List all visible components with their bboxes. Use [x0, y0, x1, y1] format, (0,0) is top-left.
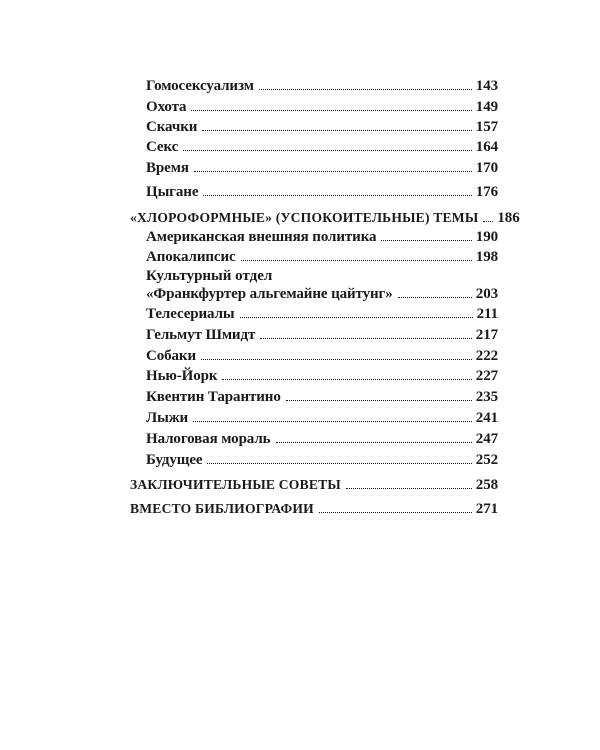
toc-entry-title: Квентин Тарантино	[146, 389, 281, 405]
toc-section-entry	[130, 209, 520, 227]
toc-leader-dots	[194, 171, 472, 172]
toc-entry-page: 143	[475, 78, 498, 94]
toc-entry-page: 258	[475, 477, 498, 493]
toc-entry-title: Гельмут Шмидт	[146, 327, 256, 343]
toc-leader-dots	[191, 110, 471, 111]
toc-leader-dots	[193, 421, 472, 422]
toc-section-title: ВМЕСТО БИБЛИОГРАФИИ	[130, 501, 314, 516]
toc-entry	[146, 327, 498, 344]
toc-entry-title: Гомосексуализм	[146, 78, 254, 94]
toc-section-entry	[130, 500, 498, 518]
toc-leader-dots	[483, 221, 493, 222]
toc-entry	[146, 119, 498, 136]
toc-entry-page: 211	[476, 306, 498, 322]
toc-entry-title: Американская внешняя политика	[146, 229, 377, 245]
toc-leader-dots	[183, 150, 472, 151]
toc-entry-title: Скачки	[146, 119, 198, 135]
toc-entry-page: 190	[475, 229, 498, 245]
toc-entry-page: 176	[475, 184, 498, 200]
toc-entry	[146, 160, 498, 177]
toc-entry-page: 198	[475, 249, 498, 265]
toc-leader-dots	[276, 442, 472, 443]
toc-entry-page: 157	[475, 119, 498, 135]
toc-entry-page: 186	[497, 210, 520, 226]
toc-leader-dots	[240, 317, 473, 318]
toc-entry-title: Нью-Йорк	[146, 368, 218, 384]
toc-entry	[146, 99, 498, 116]
toc-entry-title: Лыжи	[146, 410, 189, 426]
toc-entry-page: 235	[475, 389, 498, 405]
toc-entry-title: Апокалипсис	[146, 249, 236, 265]
toc-section-title: ЗАКЛЮЧИТЕЛЬНЫЕ СОВЕТЫ	[130, 477, 341, 492]
toc-entry	[146, 410, 498, 427]
toc-section-entry	[130, 476, 498, 494]
toc-entry	[146, 306, 498, 323]
toc-leader-dots	[203, 195, 471, 196]
toc-entry-page: 247	[475, 431, 498, 447]
toc-entry-title: Будущее	[146, 452, 203, 468]
toc-entry-title: Время	[146, 160, 189, 176]
toc-entry	[146, 286, 498, 303]
toc-entry-title-line1: Культурный отдел	[146, 268, 273, 284]
toc-leader-dots	[201, 359, 472, 360]
toc-entry	[146, 184, 498, 201]
toc-leader-dots	[260, 338, 472, 339]
toc-entry-page: 271	[475, 501, 498, 517]
toc-section-title: «ХЛОРОФОРМНЫЕ» (УСПОКОИТЕЛЬНЫЕ) ТЕМЫ	[130, 210, 479, 225]
toc-leader-dots	[346, 488, 472, 489]
toc-entry-page: 203	[475, 286, 498, 302]
toc-leader-dots	[319, 512, 472, 513]
toc-entry	[146, 431, 498, 448]
toc-entry-title: Цыгане	[146, 184, 199, 200]
toc-leader-dots	[381, 240, 471, 241]
toc-entry-page: 170	[475, 160, 498, 176]
toc-entry-title: Налоговая мораль	[146, 431, 271, 447]
toc-leader-dots	[286, 400, 472, 401]
toc-leader-dots	[259, 89, 472, 90]
toc-entry	[146, 229, 498, 246]
toc-entry-page: 164	[475, 139, 498, 155]
toc-entry-page: 222	[475, 348, 498, 364]
toc-entry	[146, 78, 498, 95]
toc-entry-page: 149	[475, 99, 498, 115]
toc-leader-dots	[207, 463, 471, 464]
toc-entry	[146, 389, 498, 406]
toc-entry-title: «Франкфуртер альгемайне цайтунг»	[146, 286, 393, 302]
toc-leader-dots	[222, 379, 471, 380]
toc-leader-dots	[202, 130, 472, 131]
toc-entry	[146, 139, 498, 156]
toc-entry-page: 241	[475, 410, 498, 426]
toc-entry-title: Телесериалы	[146, 306, 235, 322]
toc-entry-page: 252	[475, 452, 498, 468]
toc-entry	[146, 249, 498, 266]
toc-leader-dots	[241, 260, 472, 261]
toc-entry-page: 217	[475, 327, 498, 343]
toc-entry	[146, 452, 498, 469]
toc-entry	[146, 348, 498, 365]
toc-entry-title: Секс	[146, 139, 179, 155]
toc-entry	[146, 368, 498, 385]
toc-entry-page: 227	[475, 368, 498, 384]
toc-entry-title: Охота	[146, 99, 187, 115]
toc-leader-dots	[398, 297, 472, 298]
toc-entry-title: Собаки	[146, 348, 197, 364]
